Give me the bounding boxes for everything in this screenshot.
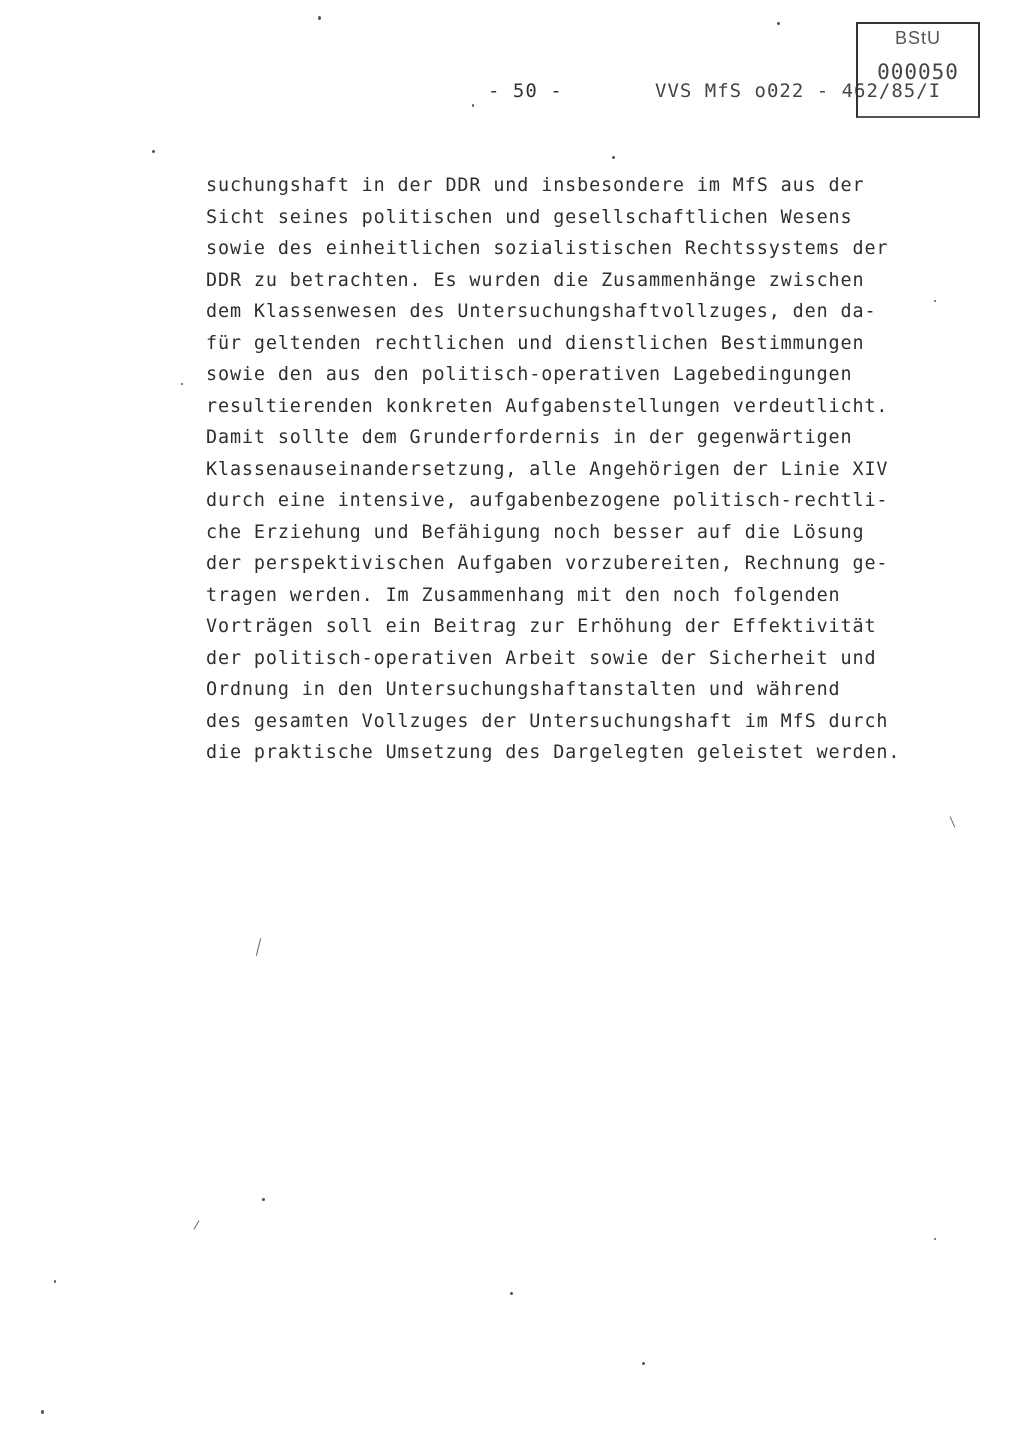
text-line: die praktische Umsetzung des Dargelegten geleistet werden.	[206, 742, 901, 763]
text-line: der politisch-operativen Arbeit sowie der Sicherheit und	[206, 647, 877, 669]
text-line: der perspektivischen Aufgaben vorzubereiten, Rechnung ge-	[206, 553, 889, 574]
text-line: Sicht seines politischen und gesellschaftlichen Wesens	[206, 206, 853, 228]
scan-speck	[642, 1362, 645, 1365]
scan-speck	[472, 104, 474, 107]
scan-mark	[256, 938, 261, 956]
archive-stamp	[856, 22, 980, 118]
text-line: für geltenden rechtlichen und dienstlichen Bestimmungen	[206, 332, 865, 354]
scan-speck	[262, 1198, 265, 1201]
text-line: des gesamten Vollzuges der Untersuchungshaft im MfS durch	[206, 710, 889, 732]
text-line: durch eine intensive, aufgabenbezogene politisch-rechtli-	[206, 490, 889, 511]
page-number: - 50 -	[488, 80, 563, 102]
scan-speck	[934, 1238, 936, 1240]
body-text	[206, 170, 966, 769]
scan-speck	[510, 1292, 513, 1295]
stamp-label: BStU	[894, 28, 941, 48]
scan-speck	[934, 300, 936, 302]
text-line: Vorträgen soll ein Beitrag zur Erhöhung der Effektivität	[206, 616, 877, 637]
text-line: DDR zu betrachten. Es wurden die Zusammenhänge zwischen	[206, 269, 865, 291]
text-line: Ordnung in den Untersuchungshaftanstalten und während	[206, 679, 841, 700]
text-line: sowie den aus den politisch-operativen Lagebedingungen	[206, 364, 853, 385]
text-line: dem Klassenwesen des Untersuchungshaftvollzuges, den da-	[206, 301, 877, 322]
text-line: Klassenauseinandersetzung, alle Angehörigen der Linie XIV	[206, 458, 889, 480]
scan-speck	[152, 150, 155, 153]
text-line: sowie des einheitlichen sozialistischen Rechtssystems der	[206, 238, 889, 259]
document-reference: VVS MfS o022 - 462/85/I	[655, 80, 942, 102]
scan-speck	[41, 1410, 44, 1414]
scan-mark	[194, 1220, 200, 1229]
scan-speck	[318, 16, 321, 20]
text-line: resultierenden konkreten Aufgabenstellungen verdeutlicht.	[206, 395, 889, 417]
text-line: che Erziehung und Befähigung noch besser auf die Lösung	[206, 521, 865, 543]
scan-speck	[181, 383, 183, 385]
text-line: tragen werden. Im Zusammenhang mit den noch folgenden	[206, 584, 841, 606]
text-line: Damit sollte dem Grunderfordernis in der gegenwärtigen	[206, 427, 853, 448]
scan-mark	[950, 816, 956, 827]
stamp-number: 000050	[877, 60, 959, 84]
scan-speck	[777, 22, 780, 25]
scan-speck	[612, 156, 615, 159]
text-line: suchungshaft in der DDR und insbesondere im MfS aus der	[206, 175, 865, 196]
scan-speck	[54, 1280, 56, 1283]
